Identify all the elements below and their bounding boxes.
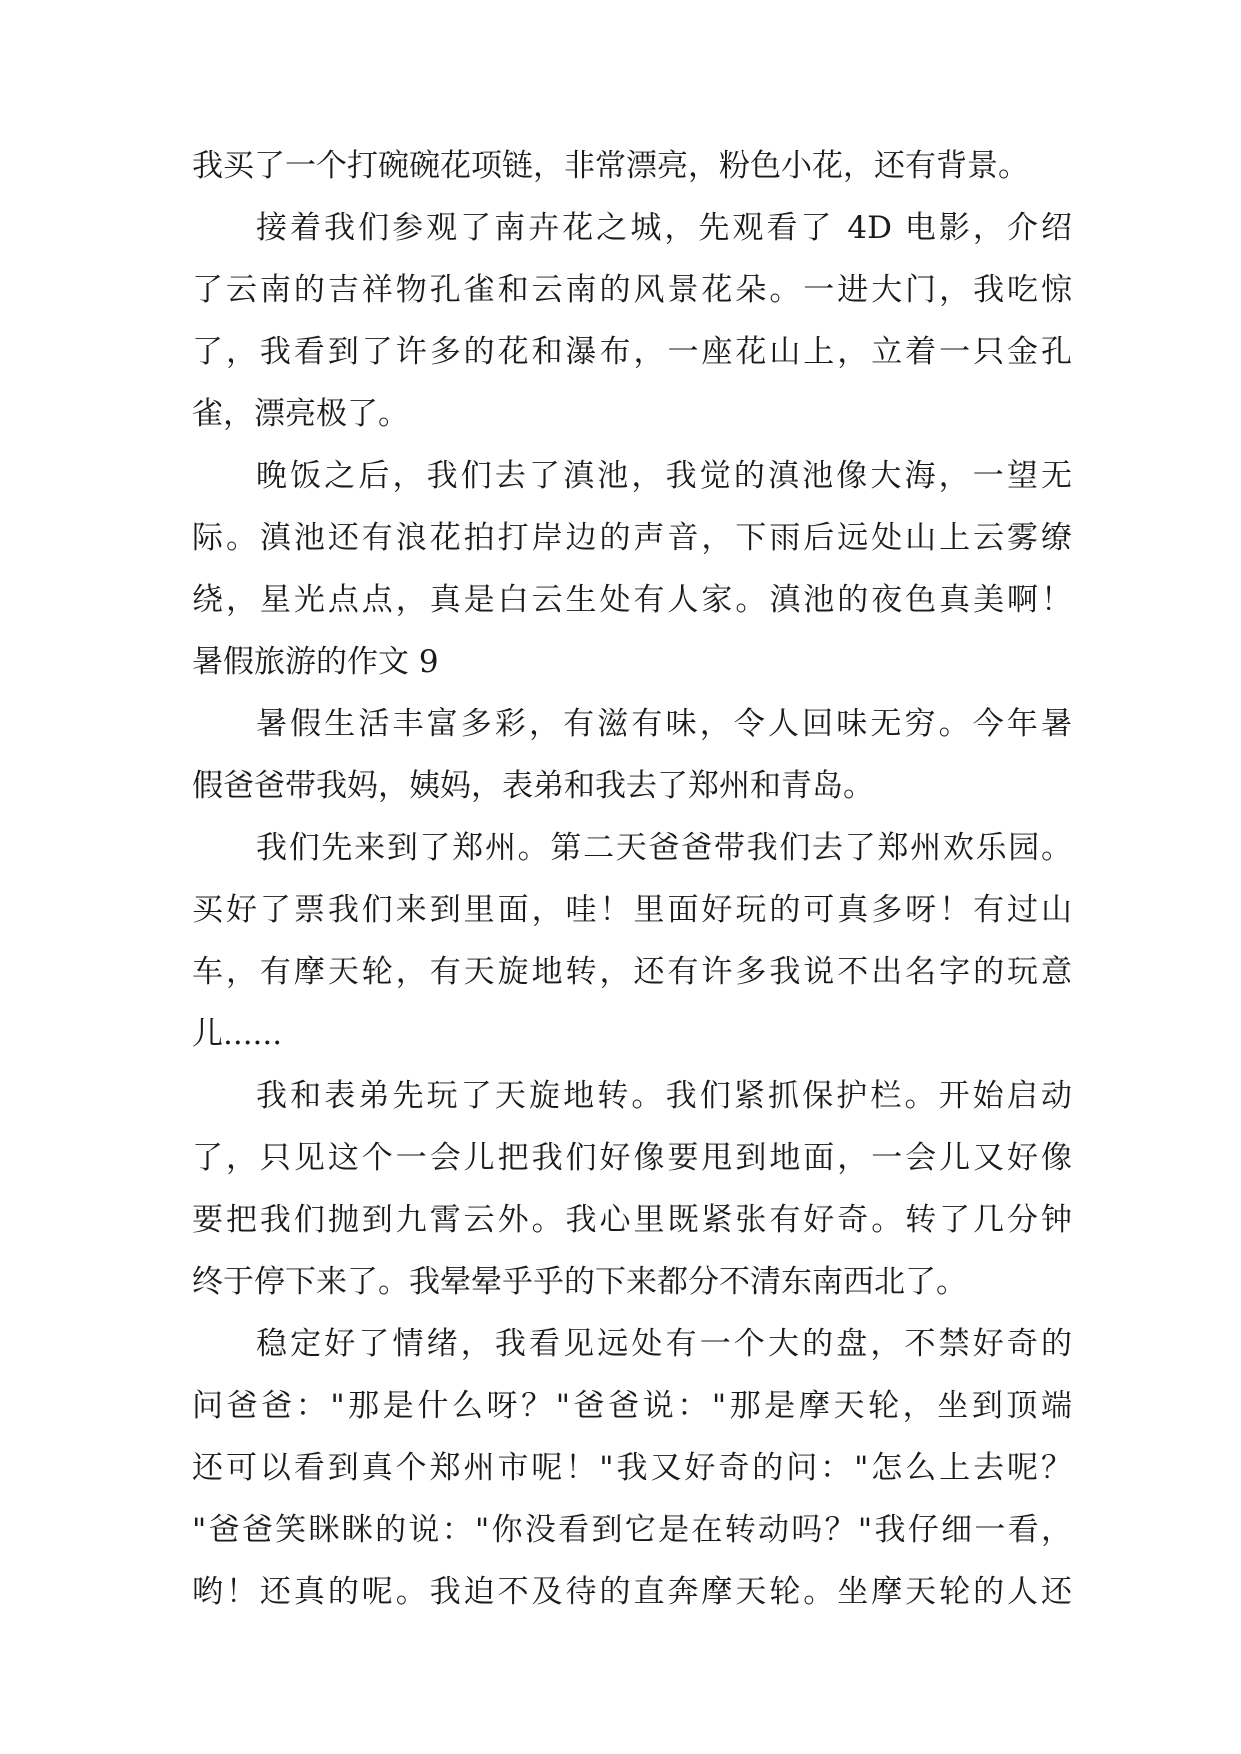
text-line: 问爸爸："那是什么呀？"爸爸说："那是摩天轮，坐到顶端 (192, 1388, 1072, 1424)
text-line: 晚饭之后，我们去了滇池，我觉的滇池像大海，一望无 (256, 458, 1072, 494)
text-line: 暑假生活丰富多彩，有滋有味，令人回味无穷。今年暑 (256, 706, 1072, 742)
text-line: 了，只见这个一会儿把我们好像要甩到地面，一会儿又好像 (192, 1140, 1072, 1176)
section-heading: 暑假旅游的作文 9 (192, 644, 439, 680)
text-line: 还可以看到真个郑州市呢！"我又好奇的问："怎么上去呢？ (192, 1450, 1072, 1486)
text-line: 稳定好了情绪，我看见远处有一个大的盘，不禁好奇的 (256, 1326, 1072, 1362)
text-line: 假爸爸带我妈，姨妈，表弟和我去了郑州和青岛。 (192, 768, 874, 804)
text-line: 我们先来到了郑州。第二天爸爸带我们去了郑州欢乐园。 (256, 830, 1072, 866)
text-line: 我买了一个打碗碗花项链，非常漂亮，粉色小花，还有背景。 (192, 148, 1029, 184)
text-line: 哟！还真的呢。我迫不及待的直奔摩天轮。坐摩天轮的人还 (192, 1574, 1072, 1610)
text-line: 儿...... (192, 1016, 283, 1052)
text-line: 车，有摩天轮，有天旋地转，还有许多我说不出名字的玩意 (192, 954, 1072, 990)
text-line: 要把我们抛到九霄云外。我心里既紧张有好奇。转了几分钟 (192, 1202, 1072, 1238)
text-line: 买好了票我们来到里面，哇！里面好玩的可真多呀！有过山 (192, 892, 1072, 928)
text-line: 接着我们参观了南卉花之城，先观看了 4D 电影，介绍 (256, 210, 1072, 246)
text-line: "爸爸笑眯眯的说："你没看到它是在转动吗？"我仔细一看， (192, 1512, 1072, 1548)
text-line: 际。滇池还有浪花拍打岸边的声音，下雨后远处山上云雾缭 (192, 520, 1072, 556)
text-line: 雀，漂亮极了。 (192, 396, 409, 432)
text-line: 绕，星光点点，真是白云生处有人家。滇池的夜色真美啊！ (192, 582, 1072, 618)
text-line: 了，我看到了许多的花和瀑布，一座花山上，立着一只金孔 (192, 334, 1072, 370)
text-line: 终于停下来了。我晕晕乎乎的下来都分不清东南西北了。 (192, 1264, 967, 1300)
text-line: 了云南的吉祥物孔雀和云南的风景花朵。一进大门，我吃惊 (192, 272, 1072, 308)
text-line: 我和表弟先玩了天旋地转。我们紧抓保护栏。开始启动 (256, 1078, 1072, 1114)
